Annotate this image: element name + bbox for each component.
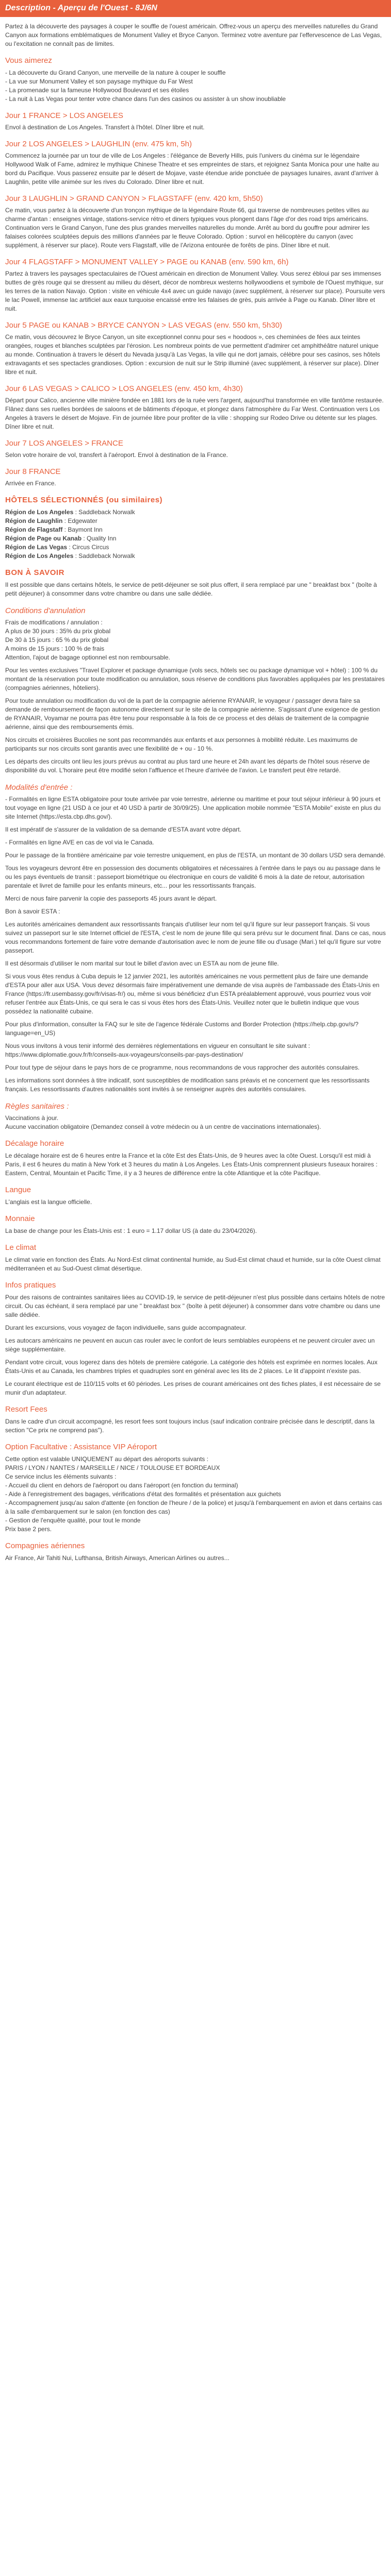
highlights-title: Vous aimerez [5, 56, 52, 65]
climate-text: Le climat varie en fonction des États. Au Nord-Est climat continental humide, au Sud-Est climat chaud et humide, sur la côte Ouest climat méditerranéen et au Sud-Ouest climat désertique. [5, 1256, 381, 1272]
health-section [5, 1102, 386, 1131]
hotel-region: Région de Los Angeles [5, 509, 74, 516]
hotel-name: Saddleback Norwalk [78, 509, 135, 516]
hotel-row: Région de Los Angeles : Saddleback Norwalk [5, 509, 135, 516]
formalities-title: Modalités d'entrée : [5, 783, 73, 792]
highlight-item: - La nuit à Las Vegas pour tenter votre chance dans l'un des casinos ou assister à un show inoubliable [5, 95, 286, 103]
day-text: Commencez la journée par un tour de ville de Los Angeles : l'élégance de Beverly Hills, puis l'univers du cinéma sur le légendaire Hollywood Walk of Fame, admirez le mythique Chinese Theatre et ses empreintes de stars, et rejoignez Santa Monica pour une halte au bord du Pacifique. Vous passerez ensuite par le désert de Mojave, vaste étendue aride ponctuée de paysages lunaires, avant d'arriver à Laughlin, petite ville animée sur les rives du Colorado. Dîner libre et nuit. [5, 152, 379, 185]
hotel-region: Région de Laughlin [5, 517, 63, 524]
intro-text: Partez à la découverte des paysages à couper le souffle de l'ouest américain. Offrez-vous un aperçu des merveilles naturelles du Grand Canyon aux formations emblématiques de Monument Valley et Bryce Canyon. Terminez votre aventure par l'effervescence de Las Vegas, ou l'excitation ne connaît pas de limites. [5, 23, 382, 47]
itinerary-section [5, 111, 386, 488]
climate-title: Le climat [5, 1243, 37, 1252]
conditions-paragraph: Pour les ventes exclusives "Travel Explorer et package dynamique (vols secs, hôtels sec ou package dynamique vol + hôtel) : 100 % du montant de la réservation pour toute modification ou annulation, sous réserve de conditions plus favorables appliquées par les prestataires (compagnies aériennes, hôteliers). [5, 667, 385, 691]
formalities-paragraph: Merci de nous faire parvenir la copie des passeports 45 jours avant le départ. [5, 895, 217, 902]
conditions-line: De 30 à 15 jours : 65 % du prix global [5, 636, 109, 643]
day-text: Arrivée en France. [5, 480, 56, 487]
conditions-line: A plus de 30 jours : 35% du prix global [5, 628, 111, 635]
highlights-list [5, 69, 386, 104]
option-title: Option Facultative : Assistance VIP Aéroport [5, 1443, 157, 1451]
practical-paragraph: Pendant votre circuit, vous logerez dans des hôtels de première catégorie. La catégorie des hôtels est exprimée en normes locales. Aux États-Unis et au Canada, les chambres triples et quadruples sont en général avec les lits de 2 places. Le lit d'appoint n'existe pas. [5, 1359, 378, 1375]
hotel-region: Région de Las Vegas [5, 544, 68, 551]
good-to-know-title: BON À SAVOIR [5, 568, 64, 577]
formalities-section [5, 783, 386, 1094]
airlines-text: Air France, Air Tahiti Nui, Lufthansa, British Airways, American Airlines ou autres... [5, 1554, 230, 1562]
formalities-paragraph: Les informations sont données à titre indicatif, sont susceptibles de modification sans préavis et ne concernent que les ressortissants français. Les ressortissants d'autres nationalités sont invités à se renseigner auprès des autorités consulaires. [5, 1077, 370, 1093]
conditions-title: Conditions d'annulation [5, 606, 86, 615]
practical-section [5, 1280, 386, 1397]
resort-fees-text: Dans le cadre d'un circuit accompagné, les resort fees sont toujours inclus (sauf indication contraire précisée dans le descriptif, dans la section "Ce prix ne comprend pas"). [5, 1418, 374, 1434]
good-to-know-text: Il est possible que dans certains hôtels, le service de petit-déjeuner se soit plus offert, il sera remplacé par une " breakfast box " (boîte à petit déjeuner) à consommer dans votre chambre ou dans une salle dédiée. [5, 581, 377, 597]
practical-paragraph: Pour des raisons de contraintes sanitaires liées au COVID-19, le service de petit-déjeuner n'est plus possible dans certains hôtels de notre circuit. Ou cas échéant, il sera remplacé par une " breakfast box " (boîte à petit déjeuner) à consommer dans votre chambre ou dans une salle dédiée. [5, 1294, 385, 1318]
conditions-paragraph: Les départs des circuits ont lieu les jours prévus au contrat au plus tard une heure et 24h avant les départs de l'hôtel sous réserve de disponibilité du vol. L'horaire peut être modifié selon l'affluence et l'heure d'arrivée de l'avion. Le transfert peut être retardé. [5, 758, 370, 774]
practical-paragraph: Les autocars américains ne peuvent en aucun cas rouler avec le confort de leurs semblables européens et ne peuvent circuler avec un siège supplémentaire. [5, 1337, 375, 1353]
day-title: Jour 4 FLAGSTAFF > MONUMENT VALLEY > PAGE ou KANAB (env. 590 km, 6h) [5, 258, 289, 266]
day-title: Jour 2 LOS ANGELES > LAUGHLIN (env. 475 km, 5h) [5, 140, 192, 148]
option-line: - Aide à l'enregistrement des bagages, vérifications d'état des formalités et présentation aux guichets [5, 1490, 281, 1498]
health-title: Règles sanitaires : [5, 1102, 69, 1111]
day-block [5, 194, 386, 250]
highlight-item: - La promenade sur la fameuse Hollywood Boulevard et ses étoiles [5, 87, 189, 94]
currency-title: Monnaie [5, 1214, 35, 1223]
day-title: Jour 6 LAS VEGAS > CALICO > LOS ANGELES (env. 450 km, 4h30) [5, 384, 243, 393]
page-title-banner [0, 0, 391, 17]
formalities-paragraph: Les autorités américaines demandent aux ressortissants français d'utiliser leur nom tel qu'il figure sur leur passeport français. Si vous suivez un passeport sur le site Internet officiel de l'ESTA, c'est le nom de jeune fille qui sera prévu sur le document final. Dans ce cas, nous vous recommandons fortement de faire votre demande d'autorisation avec le nom de jeune fille ou d'usage (Mari.) tel qu'il figure sur votre passeport. [5, 921, 386, 954]
day-text: Ce matin, vous partez à la découverte d'un tronçon mythique de la légendaire Route 66, qui traverse de nombreuses petites villes au charme d'antan : enseignes vintage, stations-service rétro et diners typiques vous plongent dans l'âge d'or des road trips américains. Continuation vers le Grand Canyon, l'une des plus grandes merveilles naturelles du monde. Arrêt au bord du gouffre pour admirer les falaises colorées sculptées depuis des millions d'années par le fleuve Colorado. Option : survol en hélicoptère du canyon (avec supplément, à réserver sur place). Route vers Flagstaff, ville de l'Arizona entourée de forêts de pins. Dîner libre et nuit. [5, 207, 370, 249]
practical-paragraph: Durant les excursions, vous voyagez de façon individuelle, sans guide accompagnateur. [5, 1324, 247, 1331]
hotel-row: Région de Los Angeles : Saddleback Norwalk [5, 552, 135, 560]
conditions-line: A moins de 15 jours : 100 % de frais [5, 645, 105, 652]
day-text: Envol à destination de Los Angeles. Transfert à l'hôtel. Dîner libre et nuit. [5, 124, 205, 131]
formalities-paragraph: Il est désormais d'utiliser le nom marital sur tout le billet d'avion avec un ESTA au nom de jeune fille. [5, 960, 279, 967]
highlights-section [5, 56, 386, 104]
day-text: Départ pour Calico, ancienne ville minière fondée en 1881 lors de la ruée vers l'argent, aujourd'hui transformée en ville fantôme restaurée. Flânez dans ses ruelles bordées de saloons et de bâtiments d'époque, et plongez dans l'atmosphère du Far West. Continuation vers Los Angeles à travers le désert de Mojave. Fin de journée libre pour profiter de la ville : shopping sur Rodeo Drive ou détente sur les plages. Dîner libre et nuit. [5, 397, 384, 430]
formalities-paragraph: Bon à savoir ESTA : [5, 908, 60, 915]
climate-section [5, 1243, 386, 1273]
day-block [5, 320, 386, 377]
airlines-section [5, 1541, 386, 1563]
option-line: PARIS / LYON / NANTES / MARSEILLE / NICE / TOULOUSE ET BORDEAUX [5, 1464, 220, 1471]
hotel-name: Baymont Inn [68, 526, 103, 533]
hotel-name: Circus Circus [72, 544, 109, 551]
language-text: L'anglais est la langue officielle. [5, 1198, 92, 1206]
conditions-paragraph: Pour toute annulation ou modification du vol de la part de la compagnie aérienne RYANAIR, le voyageur / passager devra faire sa demande de remboursement de façon autonome directement sur le site de la compagnie aérienne. S'agissant d'une exigence de gestion de RYANAIR, Voyamar ne pourra pas être tenu pour responsable à la fois de ce process et des délais de traitement de la compagnie aérienne, ainsi que des remboursements émis. [5, 697, 380, 731]
formalities-paragraph: Il est impératif de s'assurer de la validation de sa demande d'ESTA avant votre départ. [5, 826, 241, 833]
option-line: Prix base 2 pers. [5, 1526, 52, 1533]
formalities-paragraph: Tous les voyageurs devront être en possession des documents obligatoires et nécessaires à l'entrée dans le pays ou au passage dans le ou les pays éventuels de transit : passeport biométrique ou électronique en cours de validité 6 mois à la date de retour, autorisation parentale et livret de famille pour les enfants mineurs, etc... pour les ressortissants français. [5, 865, 381, 889]
day-title: Jour 3 LAUGHLIN > GRAND CANYON > FLAGSTAFF (env. 420 km, 5h50) [5, 194, 263, 203]
option-line: - Accueil du client en dehors de l'aéroport ou dans l'aéroport (en fonction du terminal) [5, 1482, 238, 1489]
hotels-section [5, 495, 386, 561]
formalities-paragraph: Si vous vous êtes rendus à Cuba depuis le 12 janvier 2021, les autorités américaines ne vous permettent plus de faire une demande d'ESTA pour aller aux USA. Vous devez désormais faire impérativement une demande de visa auprès de l'ambassade des États-Unis en France (https://fr.usembassy.gov/fr/visas-fr/) ou, même si vous bénéficiez d'un ESTA préalablement approuvé, vous pourriez vous voir refuser l'entrée aux États-Unis, ce qui sera le cas si vous êtes hors des États-Unis. Veuillez noter que le bulletin indique que vous possédez la nationalité cubaine. [5, 973, 380, 1015]
page-title: Description - Aperçu de l'Ouest - 8J/6N [5, 4, 157, 12]
conditions-section [5, 606, 386, 775]
hotel-name: Quality Inn [87, 535, 117, 542]
resort-fees-title: Resort Fees [5, 1405, 47, 1414]
conditions-line: Frais de modifications / annulation : [5, 619, 103, 626]
conditions-paragraph: Nos circuits et croisières Bucolies ne sont pas recommandés aux enfants et aux personnes à mobilité réduite. Les maximums de participants sur nos circuits sont garantis avec une flexibilité de + ou - 10 %. [5, 736, 357, 752]
health-line: Aucune vaccination obligatoire (Demandez conseil à votre médecin ou à un centre de vaccinations internationales). [5, 1123, 321, 1130]
practical-title: Infos pratiques [5, 1281, 56, 1290]
airlines-title: Compagnies aériennes [5, 1541, 85, 1550]
language-title: Langue [5, 1185, 31, 1194]
formalities-paragraph: - Formalités en ligne ESTA obligatoire pour toute arrivée par voie terrestre, aérienne ou maritime et pour tout séjour inférieur à 90 jours et tout voyage en ligne (21 USD à ce jour et 40 USD à partir de 30/09/25). Une application mobile nommée "ESTA Mobile" existe en plus du site Internet (https://esta.cbp.dhs.gov/). [5, 795, 381, 820]
hotel-region: Région de Los Angeles [5, 552, 74, 560]
option-line: - Accompagnement jusqu'au salon d'attente (en fonction de l'heure / de la police) et jusqu'à l'embarquement en avion et dans certains cas à la salle d'embarquement sur le salon (en fonction des cas) [5, 1499, 382, 1515]
day-block [5, 257, 386, 313]
option-section [5, 1442, 386, 1534]
hotel-region: Région de Page ou Kanab [5, 535, 82, 542]
good-to-know-section [5, 568, 386, 598]
option-line: - Gestion de l'enquête qualité, pour tout le monde [5, 1517, 141, 1524]
formalities-paragraph: Pour plus d'information, consulter la FAQ sur le site de l'agence fédérale Customs and Border Protection (https://help.cbp.gov/s/?language=en_US) [5, 1021, 359, 1037]
currency-section [5, 1214, 386, 1235]
formalities-paragraph: - Formalités en ligne AVE en cas de vol via le Canada. [5, 839, 154, 846]
day-text: Partez à travers les paysages spectaculaires de l'Ouest américain en direction de Monument Valley. Vous serez ébloui par ses immenses buttes de grès rouge qui se dressent au milieu du désert, décor de nombreux westerns hollywoodiens et symbole de l'Ouest mythique, sur les terres de la nation Navajo. Option : visite en véhicule 4x4 avec un guide navajo (avec supplément, à réserver sur place). Poursuite vers le lac Powell, immense lac artificiel aux eaux turquoise encaissé entre les falaises de grès, puis arrivée à Page ou Kanab. Dîner libre et nuit. [5, 270, 385, 312]
hotel-region: Région de Flagstaff [5, 526, 63, 533]
practical-paragraph: Le courant électrique est de 110/115 volts et 60 périodes. Les prises de courant américaines ont des fiches plates, il est nécessaire de se munir d'un adaptateur. [5, 1380, 381, 1396]
hotels-title: HÔTELS SÉLECTIONNÉS (ou similaires) [5, 496, 163, 504]
conditions-fees [5, 618, 386, 662]
timezone-title: Décalage horaire [5, 1139, 64, 1148]
day-block [5, 438, 386, 460]
highlight-item: - La découverte du Grand Canyon, une merveille de la nature à couper le souffle [5, 69, 226, 76]
day-text: Selon votre horaire de vol, transfert à l'aéroport. Envol à destination de la France. [5, 451, 228, 459]
hotel-row: Région de Page ou Kanab : Quality Inn [5, 535, 117, 542]
option-line: Ce service inclus les éléments suivants : [5, 1473, 117, 1480]
day-title: Jour 8 FRANCE [5, 467, 61, 476]
day-block [5, 384, 386, 431]
day-text: Ce matin, vous découvrez le Bryce Canyon, un site exceptionnel connu pour ses « hoodoos », ces cheminées de fées aux teintes orangées, rouges et blanches sculptées par l'érosion. Les nombreux points de vue permettent d'admirer cet amphithéâtre naturel unique au monde. Continuation à travers le désert du Nevada jusqu'à Las Vegas, la ville qui ne dort jamais, célèbre pour ses casinos, ses hôtels extravagants et ses spectacles grandioses. Option : excursion de nuit sur le Strip illuminé (avec supplément, à réserver sur place). Dîner libre et nuit. [5, 333, 380, 376]
option-line: Cette option est valable UNIQUEMENT au départ des aéroports suivants : [5, 1455, 208, 1463]
health-line: Vaccinations à jour. [5, 1114, 59, 1122]
day-block [5, 467, 386, 488]
day-title: Jour 7 LOS ANGELES > FRANCE [5, 439, 123, 448]
day-title: Jour 5 PAGE ou KANAB > BRYCE CANYON > LAS VEGAS (env. 550 km, 5h30) [5, 321, 282, 330]
timezone-text: Le décalage horaire est de 6 heures entre la France et la côte Est des États-Unis, de 9 heures avec la côte Ouest. Lorsqu'il est midi à Paris, il est 6 heures du matin à New York et 3 heures du matin à Los Angeles. Les États-Unis comprennent plusieurs fuseaux horaires : Eastern, Central, Mountain et Pacific Time, il y a 3 heures de différence entre la côte Atlantique et la côte Pacifique. [5, 1152, 378, 1177]
currency-text: La base de change pour les États-Unis est : 1 euro = 1.17 dollar US (à date du 23/04/2026). [5, 1227, 257, 1234]
language-section [5, 1185, 386, 1207]
timezone-section [5, 1139, 386, 1178]
hotel-name: Edgewater [68, 517, 97, 524]
conditions-line: Attention, l'ajout de bagage optionnel est non remboursable. [5, 654, 170, 661]
hotel-name: Saddleback Norwalk [78, 552, 135, 560]
resort-fees-section [5, 1404, 386, 1435]
hotel-row: Région de Flagstaff : Baymont Inn [5, 526, 103, 533]
day-block [5, 139, 386, 187]
formalities-paragraph: Pour tout type de séjour dans le pays hors de ce programme, nous recommandons de vous rapprocher des autorités consulaires. [5, 1064, 360, 1071]
hotel-row: Région de Laughlin : Edgewater [5, 517, 97, 524]
highlight-item: - La vue sur Monument Valley et son paysage mythique du Far West [5, 78, 193, 85]
formalities-paragraph: Nous vous invitons à vous tenir informé des dernières réglementations en vigueur en consultant le site suivant : https://www.diplomatie.gouv.fr/fr/conseils-aux-voyageurs/conseils-par-pays-destination/ [5, 1042, 310, 1058]
hotel-row: Région de Las Vegas : Circus Circus [5, 544, 109, 551]
day-title: Jour 1 FRANCE > LOS ANGELES [5, 111, 123, 120]
day-block [5, 111, 386, 132]
formalities-paragraph: Pour le passage de la frontière américaine par voie terrestre uniquement, en plus de l'ESTA, un montant de 30 dollars USD sera demandé. [5, 852, 386, 859]
